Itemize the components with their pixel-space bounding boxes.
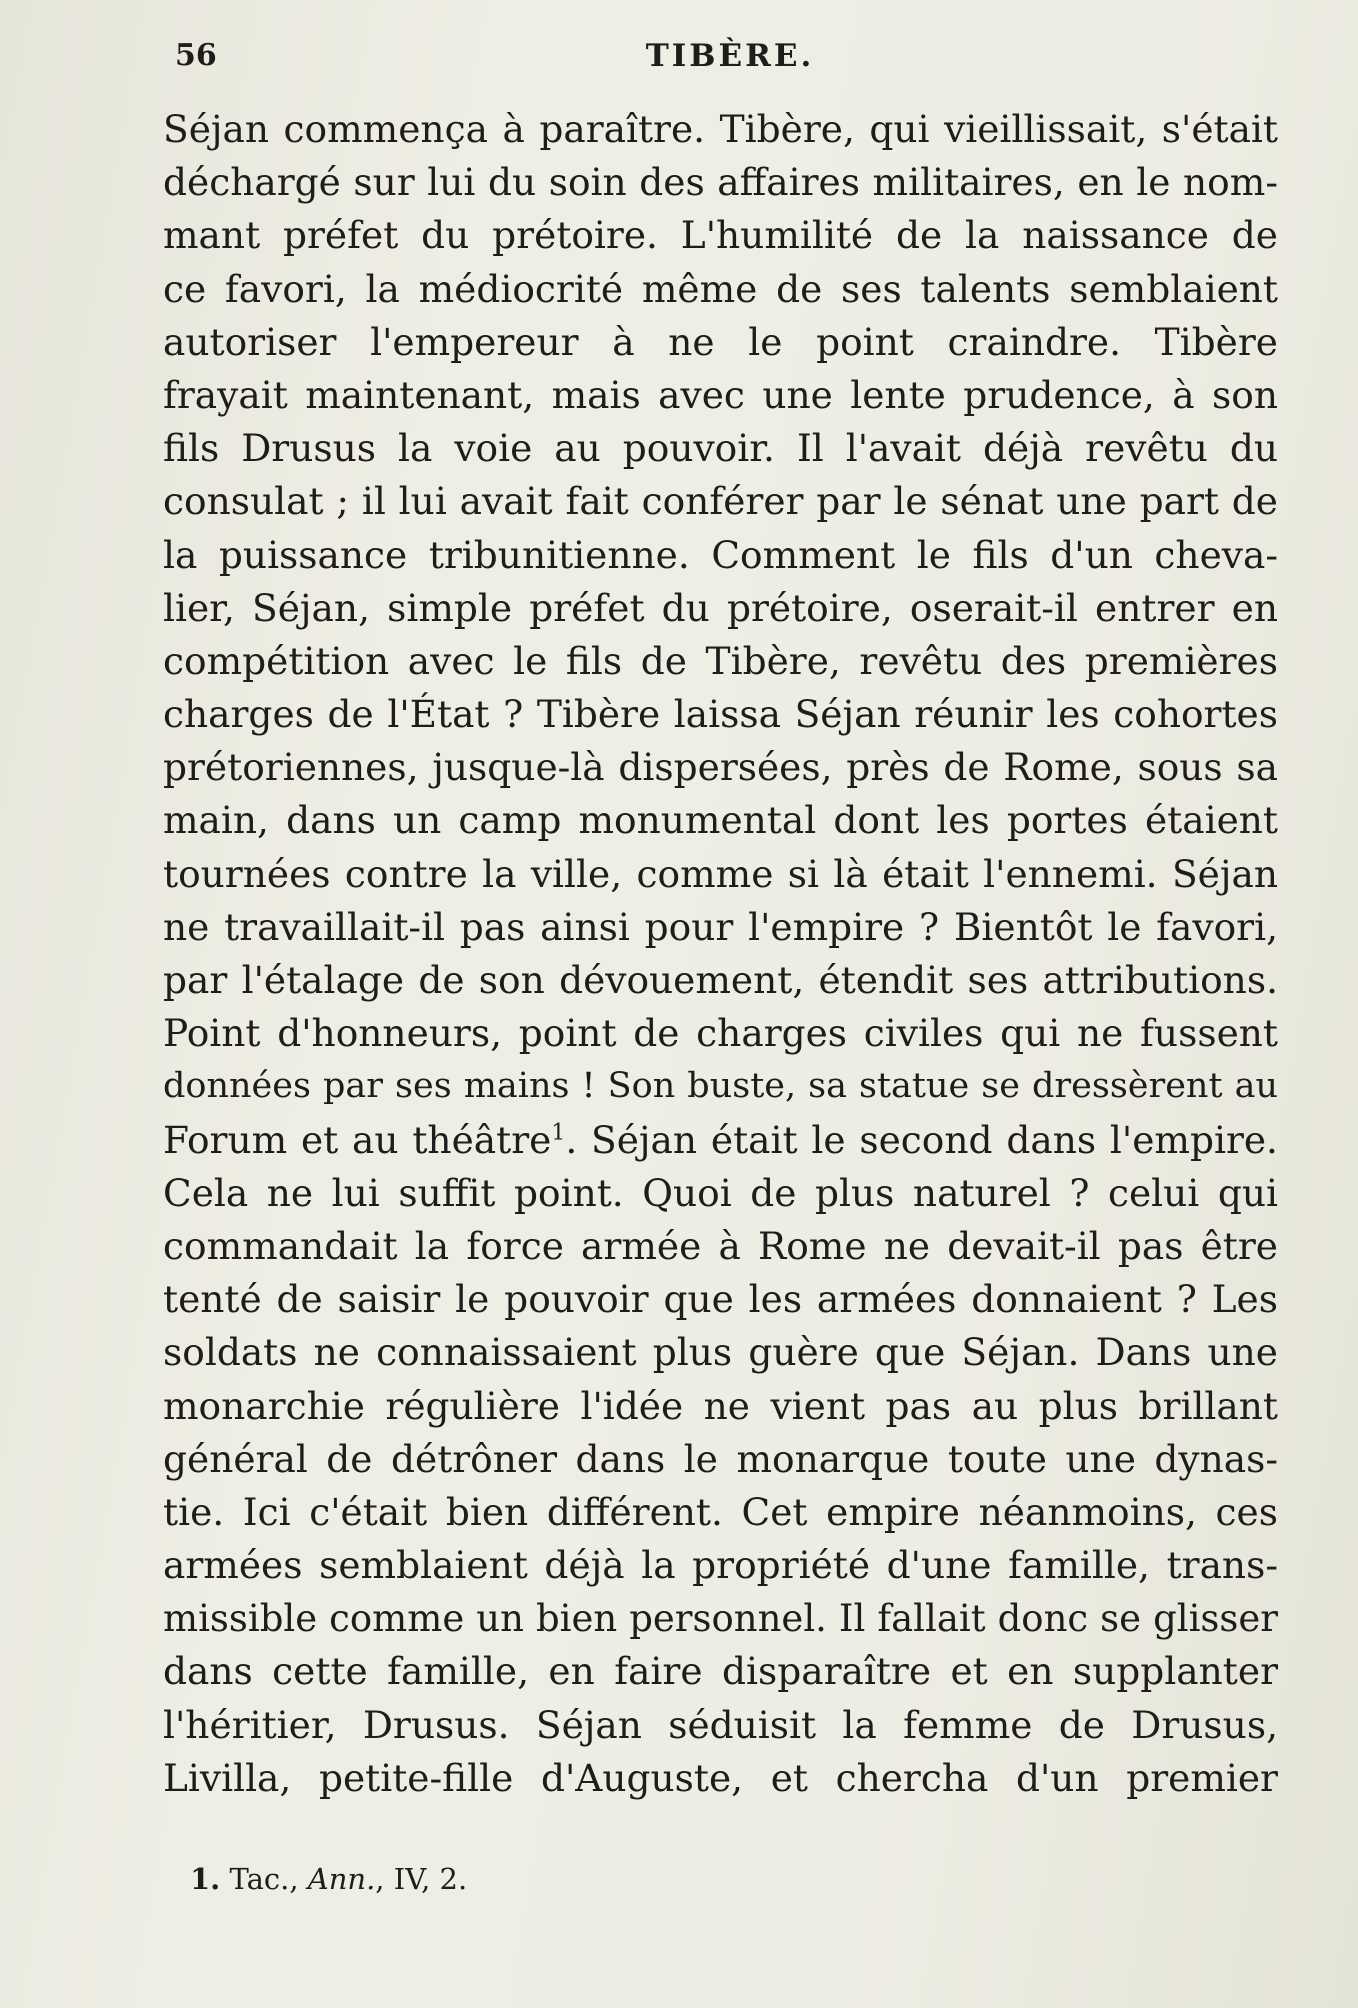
footnote-number: 1. — [190, 1862, 221, 1896]
page-number: 56 — [175, 38, 217, 73]
running-title: TIBÈRE. — [645, 38, 815, 74]
text-line: tenté de saisir le pouvoir que les armées donnaient ? Les — [163, 1277, 1278, 1322]
footnote-reference: , IV, 2. — [375, 1862, 468, 1896]
page-header — [175, 38, 1285, 78]
text-segment: . Séjan était le second dans l'empire. — [565, 1117, 1278, 1162]
text-line: l'héritier, Drusus. Séjan séduisit la femme de Drusus, — [163, 1702, 1278, 1747]
body-text — [163, 103, 1278, 1805]
text-line: Séjan commença à paraître. Tibère, qui vieillissait, s'était — [163, 107, 1278, 151]
text-line: frayait maintenant, mais avec une lente prudence, à son — [163, 372, 1278, 417]
footnote-work: Ann. — [307, 1862, 376, 1896]
text-line: ne travaillait-il pas ainsi pour l'empire ? Bientôt le favori, — [163, 904, 1278, 949]
text-line: main, dans un camp monumental dont les portes étaient — [163, 798, 1278, 843]
text-line: consulat ; il lui avait fait conférer par le sénat une part de — [163, 479, 1278, 524]
text-line: données par ses mains ! Son buste, sa statue se dressèrent au — [163, 1066, 1278, 1107]
text-line: Point d'honneurs, point de charges civiles qui ne fussent — [163, 1011, 1278, 1056]
text-line: charges de l'État ? Tibère laissa Séjan réunir les cohortes — [163, 692, 1278, 737]
text-line-with-footnote — [163, 1114, 1278, 1167]
text-line: fils Drusus la voie au pouvoir. Il l'avait déjà revêtu du — [163, 426, 1278, 471]
text-line: armées semblaient déjà la propriété d'une famille, trans- — [163, 1543, 1278, 1588]
text-line: par l'étalage de son dévouement, étendit ses attributions. — [163, 958, 1278, 1002]
text-line: lier, Séjan, simple préfet du prétoire, oserait-il entrer en — [163, 585, 1278, 630]
text-segment: Forum et au théâtre — [163, 1117, 552, 1162]
text-line: compétition avec le fils de Tibère, revêtu des premières — [163, 638, 1278, 683]
footnote-marker: 1 — [551, 1120, 566, 1146]
text-line: missible comme un bien personnel. Il fallait donc se glisser — [163, 1597, 1278, 1641]
text-line: commandait la force armée à Rome ne devait-il pas être — [163, 1223, 1278, 1268]
text-line: prétoriennes, jusque-là dispersées, près de Rome, sous sa — [163, 745, 1278, 790]
text-line: général de détrôner dans le monarque toute une dynas- — [163, 1436, 1278, 1481]
text-line: soldats ne connaissaient plus guère que Séjan. Dans une — [163, 1330, 1278, 1375]
text-line: tournées contre la ville, comme si là était l'ennemi. Séjan — [163, 851, 1278, 896]
text-line: la puissance tribunitienne. Comment le fils d'un cheva- — [163, 532, 1278, 577]
text-line: Livilla, petite-fille d'Auguste, et chercha d'un premier — [163, 1755, 1278, 1800]
text-line: ce favori, la médiocrité même de ses talents semblaient — [163, 266, 1278, 311]
text-line: monarchie régulière l'idée ne vient pas au plus brillant — [163, 1383, 1278, 1428]
text-line: autoriser l'empereur à ne le point craindre. Tibère — [163, 319, 1278, 364]
text-line: dans cette famille, en faire disparaître et en supplanter — [163, 1649, 1278, 1694]
text-line: Cela ne lui suffit point. Quoi de plus naturel ? celui qui — [163, 1170, 1278, 1215]
text-line: tie. Ici c'était bien différent. Cet empire néanmoins, ces — [163, 1489, 1278, 1534]
text-line: déchargé sur lui du soin des affaires militaires, en le nom- — [163, 160, 1278, 205]
footnote-author: Tac., — [229, 1862, 299, 1896]
text-line: mant préfet du prétoire. L'humilité de la naissance de — [163, 213, 1278, 258]
footnote — [190, 1862, 467, 1896]
